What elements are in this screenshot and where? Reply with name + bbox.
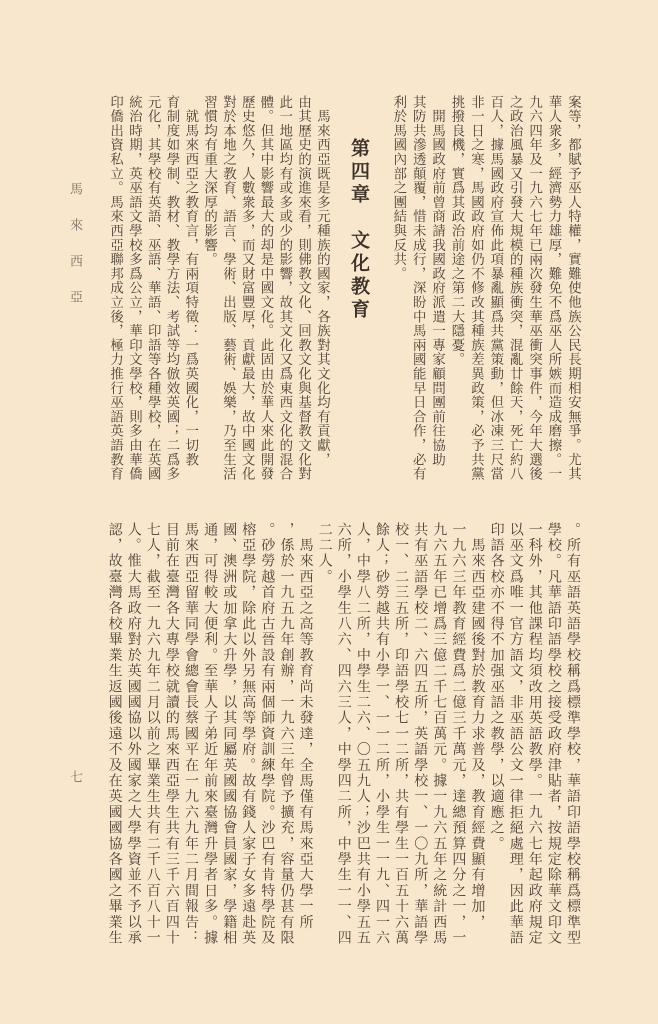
text-column: 人。惟大馬政府對於英國國協以外國家之大學學資並不予以承 bbox=[125, 522, 142, 946]
text-column: 。砂勞越首府古晉設有兩個師資訓練學院。沙巴有肯特學院及 bbox=[259, 522, 276, 946]
text-column: ，係於一九五九年創辦，一九六三年曾予擴充，容量仍甚有限 bbox=[278, 522, 295, 946]
text-column: 馬來西亞之高等教育尚未發達，全馬僅有馬來亞大學一所 bbox=[297, 522, 314, 931]
text-column: 印僑出資私立。馬來西亞聯邦成立後，極力推行巫語英語教育 bbox=[107, 95, 123, 482]
running-header: 馬來西亞 bbox=[67, 182, 82, 326]
text-column: 統治時期，英巫語文學校多爲公立，華印文學校，則多由華僑 bbox=[126, 95, 142, 482]
text-column: 挑撥良機，實爲其政治前途之第二大隱憂。 bbox=[449, 95, 464, 367]
text-column: 。所有巫語英語學校稱爲標準學校，華語印語學校稱爲標準型 bbox=[565, 522, 581, 946]
text-column: 百人，據馬國政府宣佈此項暴亂顯爲共黨策動，但冰凍三尺當 bbox=[487, 95, 503, 482]
text-column: 元化，其學校有英語、巫語、華語、印語等各種學校，在英國 bbox=[145, 95, 161, 482]
text-column: 華人衆多，經濟勢力雄厚，難免不爲巫人所嫉而造成磨擦。一 bbox=[546, 95, 561, 482]
text-column: 餘人；砂勞越共有小學一、一一二所，小學生一一九、四一六 bbox=[374, 522, 390, 946]
text-column: 其防共滲透顛覆，惜未成行，深盼中馬兩國能早日合作，必有 bbox=[410, 95, 426, 482]
page-number: 七 bbox=[67, 770, 82, 783]
text-column: 一九六三年教育經費爲二億三千萬元，達總預算四分之一，一 bbox=[450, 522, 467, 946]
text-column: 馬來西亞留華同學會總會長蔡國平在一九六九年二月間報告： bbox=[183, 522, 199, 946]
text-column: 馬來西亞既是多元種族的國家，各族對其文化均有貢獻， bbox=[314, 95, 330, 467]
text-column: 認，故臺灣各校畢業生返國後遠不及在英國國協各國之畢業生 bbox=[106, 522, 123, 946]
text-column: 開馬國政府前曾商請我國政府派遣一專家顧問團前往協助 bbox=[429, 95, 445, 467]
text-column: 非一日之寒，馬國政府如仍不修改其種族差異政策，必予共黨 bbox=[468, 95, 484, 482]
text-column: 二二人。 bbox=[316, 522, 333, 585]
text-column: 以巫文爲唯一官方語文，非巫語公文一律拒絕處理，因此華語 bbox=[507, 522, 524, 946]
text-column: 由其歷史的演進來看，則佛教文化、回教文化與基督教文化對 bbox=[295, 95, 311, 482]
text-column: 九六五年已增爲三億二千七百萬元。據一九六五年之統計西馬 bbox=[431, 522, 448, 946]
text-column: 就馬來西亞之教育言，有兩項特徵：一爲英國化，一切教 bbox=[182, 95, 198, 467]
text-column: 之政治風暴又引發大規模的種族衝突，混亂廿餘天，死亡約八 bbox=[507, 95, 523, 482]
text-column: 九六四年及一九六七年已兩次發生華巫衝突事件，今年大選後 bbox=[526, 95, 542, 482]
text-column: 習慣均有重大深厚的影響。 bbox=[201, 95, 217, 267]
text-column: 七人，截至一九六九年二月以前之畢業生共有二千八百八十一 bbox=[144, 522, 161, 946]
text-column: 一科外，其他課程均須改用英語教學。一九六七年起政府規定 bbox=[526, 522, 543, 946]
text-column: 對於本地之教育、語言、學術、出版、藝術、娛樂，乃至生活 bbox=[220, 95, 236, 482]
text-column: 印語各校亦不得不加强巫語之教學，以適應之。 bbox=[488, 522, 505, 852]
text-column: 榕亞學院，除此以外另無高等學府。故有錢人家子女多遠赴英 bbox=[240, 522, 257, 946]
text-column: 此一地區均有或多或少的影響，故其文化又爲東西文化的混合 bbox=[276, 95, 292, 482]
text-column: 六所，小學生八六、四六三人，中學四二所，中學生一一、四 bbox=[335, 522, 352, 946]
text-column: 學校。凡華語印語學校之接受政府津貼者，按規定除華文印文 bbox=[545, 522, 562, 946]
text-column: 體。但其中影響最大的却是中國文化。此固由於華人來此開發 bbox=[258, 95, 273, 482]
text-column: 育制度如學制、教材、教學方法、考試等均倣效英國；二爲多 bbox=[164, 95, 179, 482]
text-column: 通，可得較大便利。至華人子弟近年前來臺灣升學者日多。據 bbox=[202, 522, 219, 946]
chapter-title: 第四章 文化教育 bbox=[348, 138, 370, 322]
text-column: 利於馬國內部之團結與反共。 bbox=[390, 95, 406, 281]
text-column: 人，中學八二所，中學生二六、〇五九人；沙巴共有小學五五 bbox=[354, 522, 371, 946]
text-column: 共有巫語學校二、六四五所，英語學校一、一〇九所，華語學 bbox=[412, 522, 429, 946]
text-column: 目前在臺灣各大專學校就讀的馬來西亞學生共有三千六百四十 bbox=[163, 522, 180, 946]
text-column: 歷史悠久，人數衆多，而又財富豐厚，貢獻最大，故中國文化 bbox=[239, 95, 255, 482]
text-column: 馬來西亞建國後對於教育力求普及，教育經費顯有增加， bbox=[469, 522, 486, 931]
text-column: 案等，都賦予巫人特權，實難使他族公民長期相安無爭。尤其 bbox=[565, 95, 581, 482]
text-column: 校一、二三五所，印語學校七一二所，共有學生一百五十六萬 bbox=[393, 522, 410, 946]
text-column: 國、澳洲或加拿大升學，以其同屬英國國協會員國家，學籍相 bbox=[221, 522, 238, 946]
